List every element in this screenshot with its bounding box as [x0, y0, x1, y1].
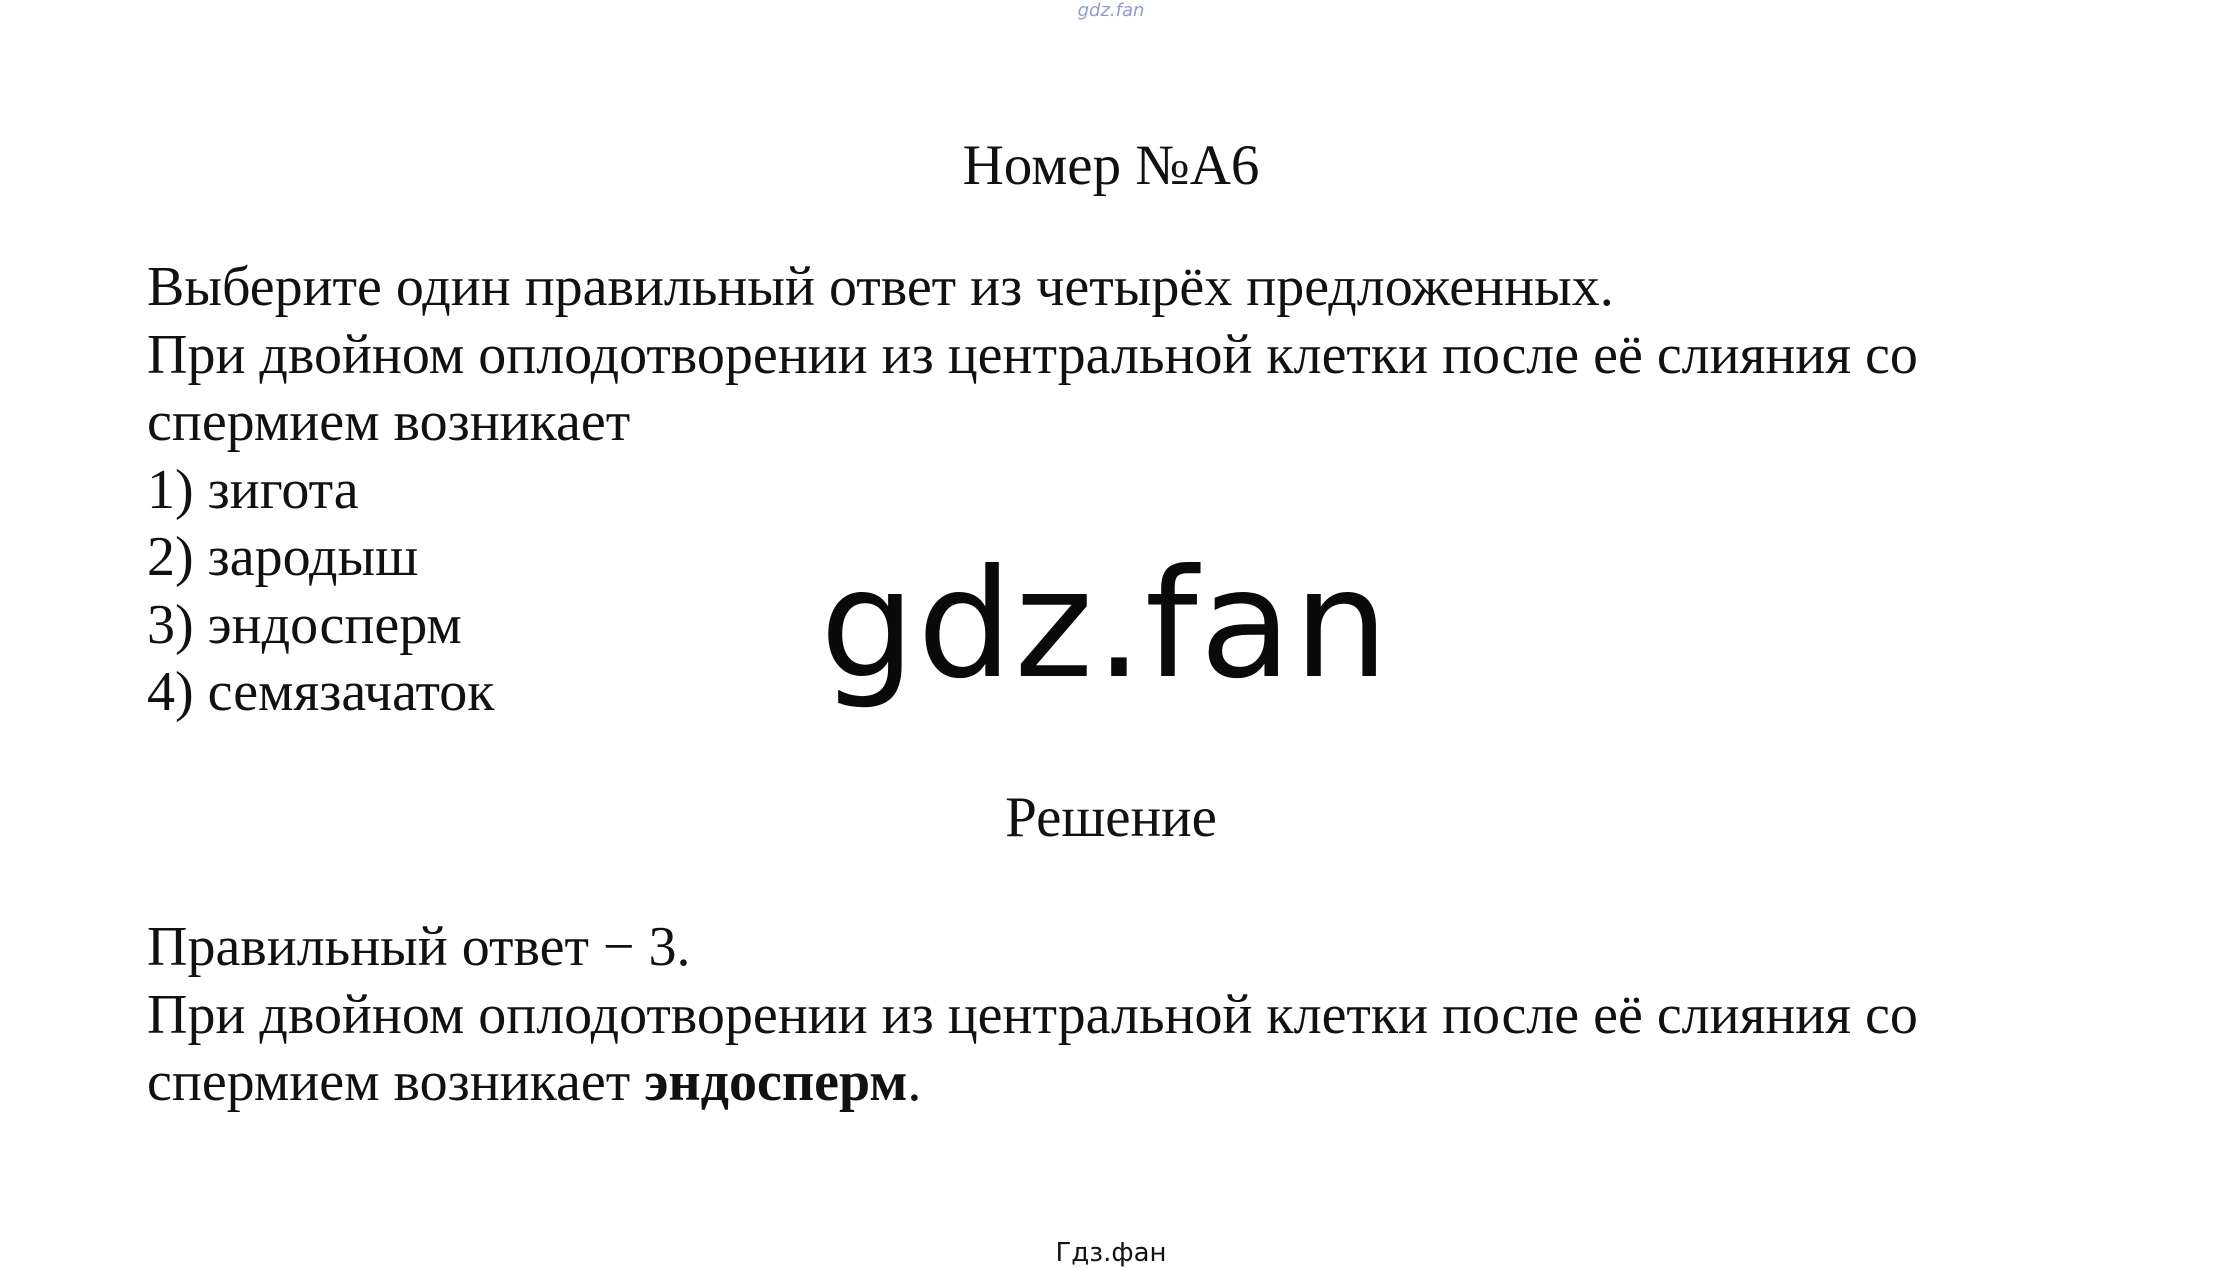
question-text-line-2: спермием возникает [147, 391, 631, 453]
option-item: 1) зигота [147, 458, 359, 521]
explanation-line-1: При двойном оплодотворении из центральной клетки после её слияния со [147, 983, 1918, 1046]
question-text-line-1: При двойном оплодотворении из центральной клетки после её слияния со [147, 323, 1918, 386]
explanation-prefix: спермием возникает [147, 1051, 645, 1113]
correct-answer: Правильный ответ − 3. [147, 916, 691, 978]
explanation-bold-term: эндосперм [644, 1051, 908, 1113]
page-title: Номер №А6 [962, 134, 1260, 197]
answer-block [147, 914, 2107, 1117]
explanation-suffix: . [907, 1051, 922, 1113]
option-item: 3) эндосперм [147, 593, 462, 656]
solution-heading: Решение [1005, 786, 1217, 849]
bottom-watermark: Гдз.фан [1055, 1238, 1167, 1268]
explanation-line-2 [147, 1049, 2107, 1117]
question-instruction: Выберите один правильный ответ из четырёх предложенных. [147, 256, 1614, 318]
option-item: 4) семязачаток [147, 661, 495, 723]
option-item: 2) зародыш [147, 526, 419, 588]
center-watermark: gdz.fan [820, 538, 1391, 712]
top-watermark: gdz.fan [1077, 0, 1145, 21]
